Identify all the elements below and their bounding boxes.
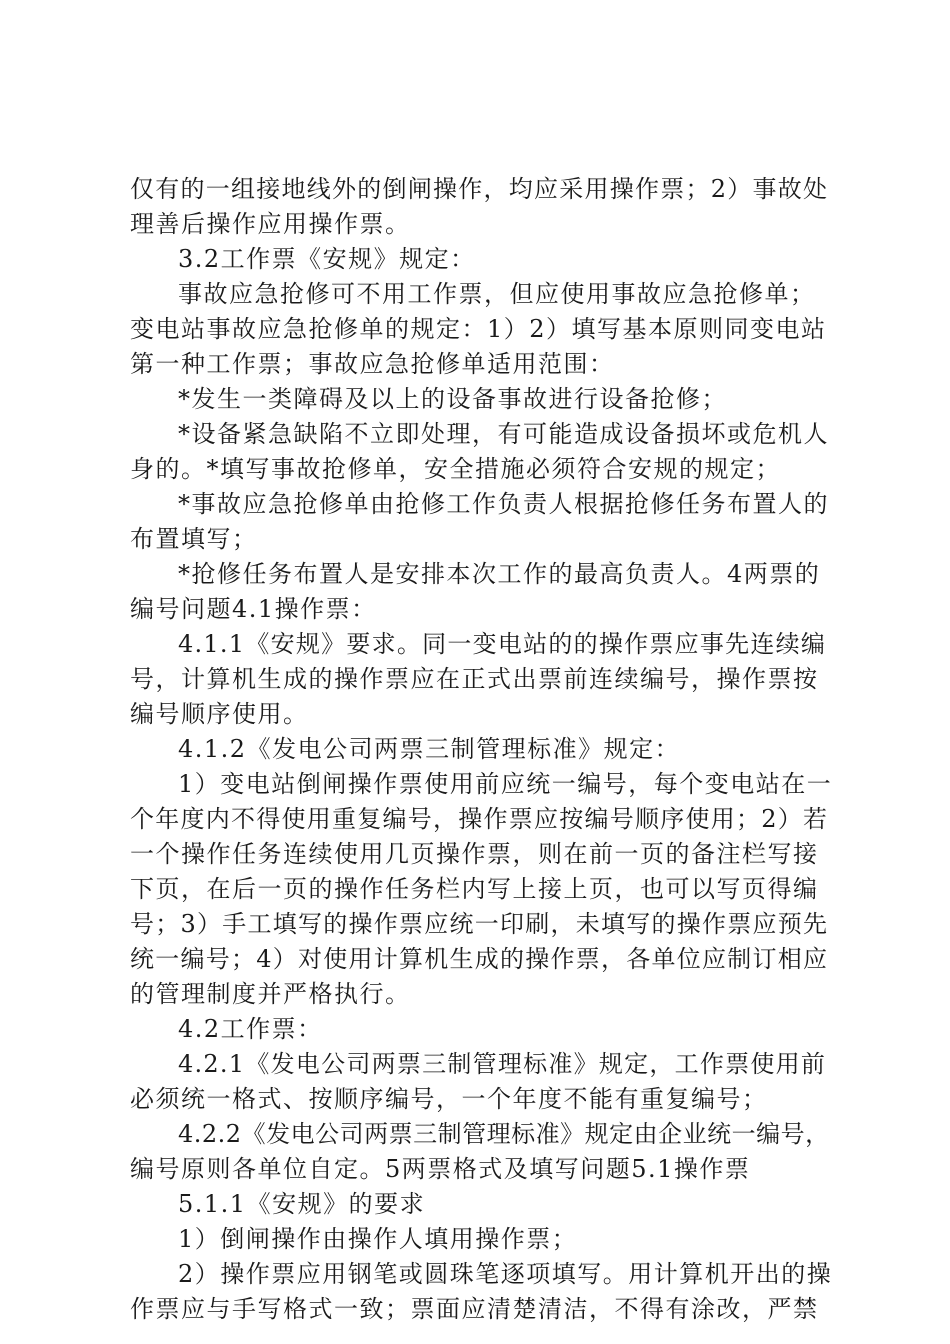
text-line: 1）变电站倒闸操作票使用前应统一编号，每个变电站在一 <box>178 770 832 798</box>
text-line: *抢修任务布置人是安排本次工作的最高负责人。4两票的 <box>178 560 821 588</box>
text-line: 编号问题4.1操作票： <box>130 595 377 623</box>
text-line: 理善后操作应用操作票。 <box>130 210 411 238</box>
text-line: 4.2.1《发电公司两票三制管理标准》规定，工作票使用前 <box>178 1050 827 1078</box>
text-line: 5.1.1《安规》的要求 <box>178 1190 426 1218</box>
text-line: 必须统一格式、按顺序编号，一个年度不能有重复编号； <box>130 1085 768 1113</box>
text-line: 布置填写； <box>130 525 258 553</box>
text-line: 事故应急抢修可不用工作票，但应使用事故应急抢修单； <box>178 280 816 308</box>
text-line: 仅有的一组接地线外的倒闸操作，均应采用操作票；2）事故处 <box>130 175 829 203</box>
text-line: 统一编号；4）对使用计算机生成的操作票，各单位应制订相应 <box>130 945 829 973</box>
text-line: 变电站事故应急抢修单的规定：1）2）填写基本原则同变电站 <box>130 315 827 343</box>
text-line: 第一种工作票；事故应急抢修单适用范围： <box>130 350 615 378</box>
text-line: 号，计算机生成的操作票应在正式出票前连续编号，操作票按 <box>130 665 819 693</box>
text-line: *发生一类障碍及以上的设备事故进行设备抢修； <box>178 385 727 413</box>
text-line: 号；3）手工填写的操作票应统一印刷，未填写的操作票应预先 <box>130 910 829 938</box>
text-line: 身的。*填写事故抢修单，安全措施必须符合安规的规定； <box>130 455 781 483</box>
text-line: 4.1.1《安规》要求。同一变电站的的操作票应事先连续编 <box>178 630 827 658</box>
text-line: 2）操作票应用钢笔或圆珠笔逐项填写。用计算机开出的操 <box>178 1260 832 1288</box>
text-line: 编号顺序使用。 <box>130 700 309 728</box>
text-line: *事故应急抢修单由抢修工作负责人根据抢修任务布置人的 <box>178 490 829 518</box>
text-line: 编号原则各单位自定。5两票格式及填写问题5.1操作票 <box>130 1155 751 1183</box>
text-line: 3.2工作票《安规》规定： <box>178 245 476 273</box>
text-line: 4.2.2《发电公司两票三制管理标准》规定由企业统一编号， <box>178 1120 830 1148</box>
text-line: 一个操作任务连续使用几页操作票，则在前一页的备注栏写接 <box>130 840 819 868</box>
document-body <box>130 172 832 1327</box>
text-line: 4.1.2《发电公司两票三制管理标准》规定： <box>178 735 681 763</box>
text-line: 4.2工作票： <box>178 1015 323 1043</box>
text-line: *设备紧急缺陷不立即处理，有可能造成设备损坏或危机人 <box>178 420 829 448</box>
text-line: 下页，在后一页的操作任务栏内写上接上页，也可以写页得编 <box>130 875 819 903</box>
text-line: 1）倒闸操作由操作人填用操作票； <box>178 1225 578 1253</box>
text-line: 作票应与手写格式一致；票面应清楚清洁，不得有涂改，严禁 <box>130 1295 819 1323</box>
text-line: 个年度内不得使用重复编号，操作票应按编号顺序使用；2）若 <box>130 805 829 833</box>
text-line: 的管理制度并严格执行。 <box>130 980 411 1008</box>
